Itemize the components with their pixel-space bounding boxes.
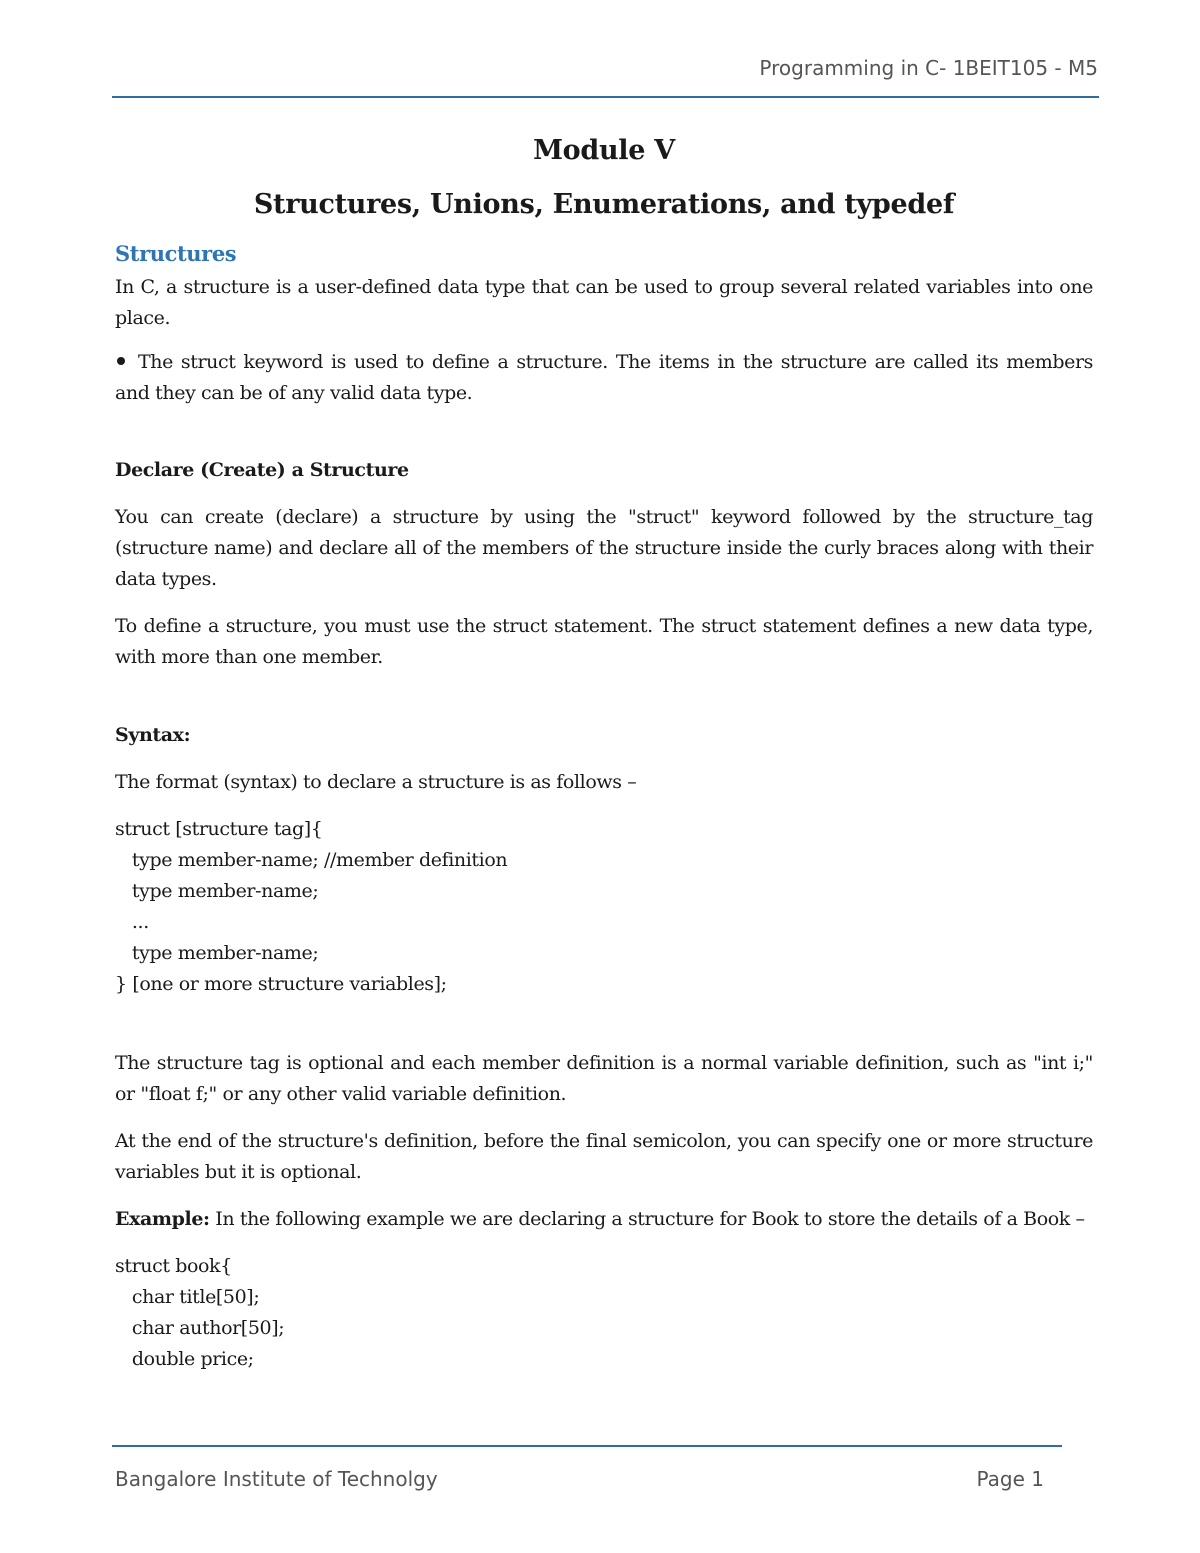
code-line: ...	[115, 911, 149, 933]
syntax-heading: Syntax:	[115, 724, 191, 746]
code-line: type member-name;	[115, 880, 319, 902]
header-divider	[112, 96, 1099, 98]
topic-title: Structures, Unions, Enumerations, and typedef	[253, 189, 955, 220]
bullet-text: The struct keyword is used to define a structure. The items in the structure are called its members and they can be of any valid data type.	[115, 351, 1093, 404]
declare-paragraph-1: You can create (declare) a structure by using the "struct" keyword followed by the structure_tag (structure name) and declare all of the members of the structure inside the curly braces along with their data types.	[115, 506, 1093, 590]
footer-divider	[112, 1445, 1062, 1447]
example-label: Example:	[115, 1208, 210, 1230]
example-code-block	[115, 1251, 1093, 1375]
section-heading-structures: Structures	[115, 241, 237, 266]
page-header: Programming in C- 1BEIT105 - M5	[759, 56, 1098, 80]
declare-paragraph-2: To define a structure, you must use the struct statement. The struct statement defines a new data type, with more than one member.	[115, 615, 1093, 668]
code-line: type member-name; //member definition	[115, 849, 508, 871]
bullet-icon	[117, 357, 125, 365]
code-line: struct [structure tag]{	[115, 818, 323, 840]
example-paragraph	[115, 1204, 1093, 1235]
code-line: char title[50];	[115, 1286, 260, 1308]
syntax-intro: The format (syntax) to declare a structure is as follows –	[115, 771, 637, 793]
module-title: Module V	[533, 135, 675, 166]
structures-intro: In C, a structure is a user-defined data type that can be used to group several related variables into one place.	[115, 276, 1093, 329]
syntax-paragraph-2: At the end of the structure's definition, before the final semicolon, you can specify one or more structure variables but it is optional.	[115, 1130, 1093, 1183]
code-line: struct book{	[115, 1255, 232, 1277]
syntax-paragraph-1: The structure tag is optional and each member definition is a normal variable definition, such as "int i;" or "float f;" or any other valid variable definition.	[115, 1052, 1093, 1105]
footer-page-number: Page 1	[976, 1467, 1044, 1491]
code-line: type member-name;	[115, 942, 319, 964]
code-line: char author[50];	[115, 1317, 285, 1339]
document-body	[115, 128, 1093, 1375]
bullet-item	[115, 347, 1093, 409]
code-line: } [one or more structure variables];	[115, 973, 447, 995]
footer-institute: Bangalore Institute of Technolgy	[115, 1467, 438, 1491]
syntax-code-block	[115, 814, 1093, 1000]
declare-heading: Declare (Create) a Structure	[115, 459, 409, 481]
code-line: double price;	[115, 1348, 254, 1370]
example-text: In the following example we are declaring a structure for Book to store the details of a Book –	[209, 1208, 1085, 1230]
